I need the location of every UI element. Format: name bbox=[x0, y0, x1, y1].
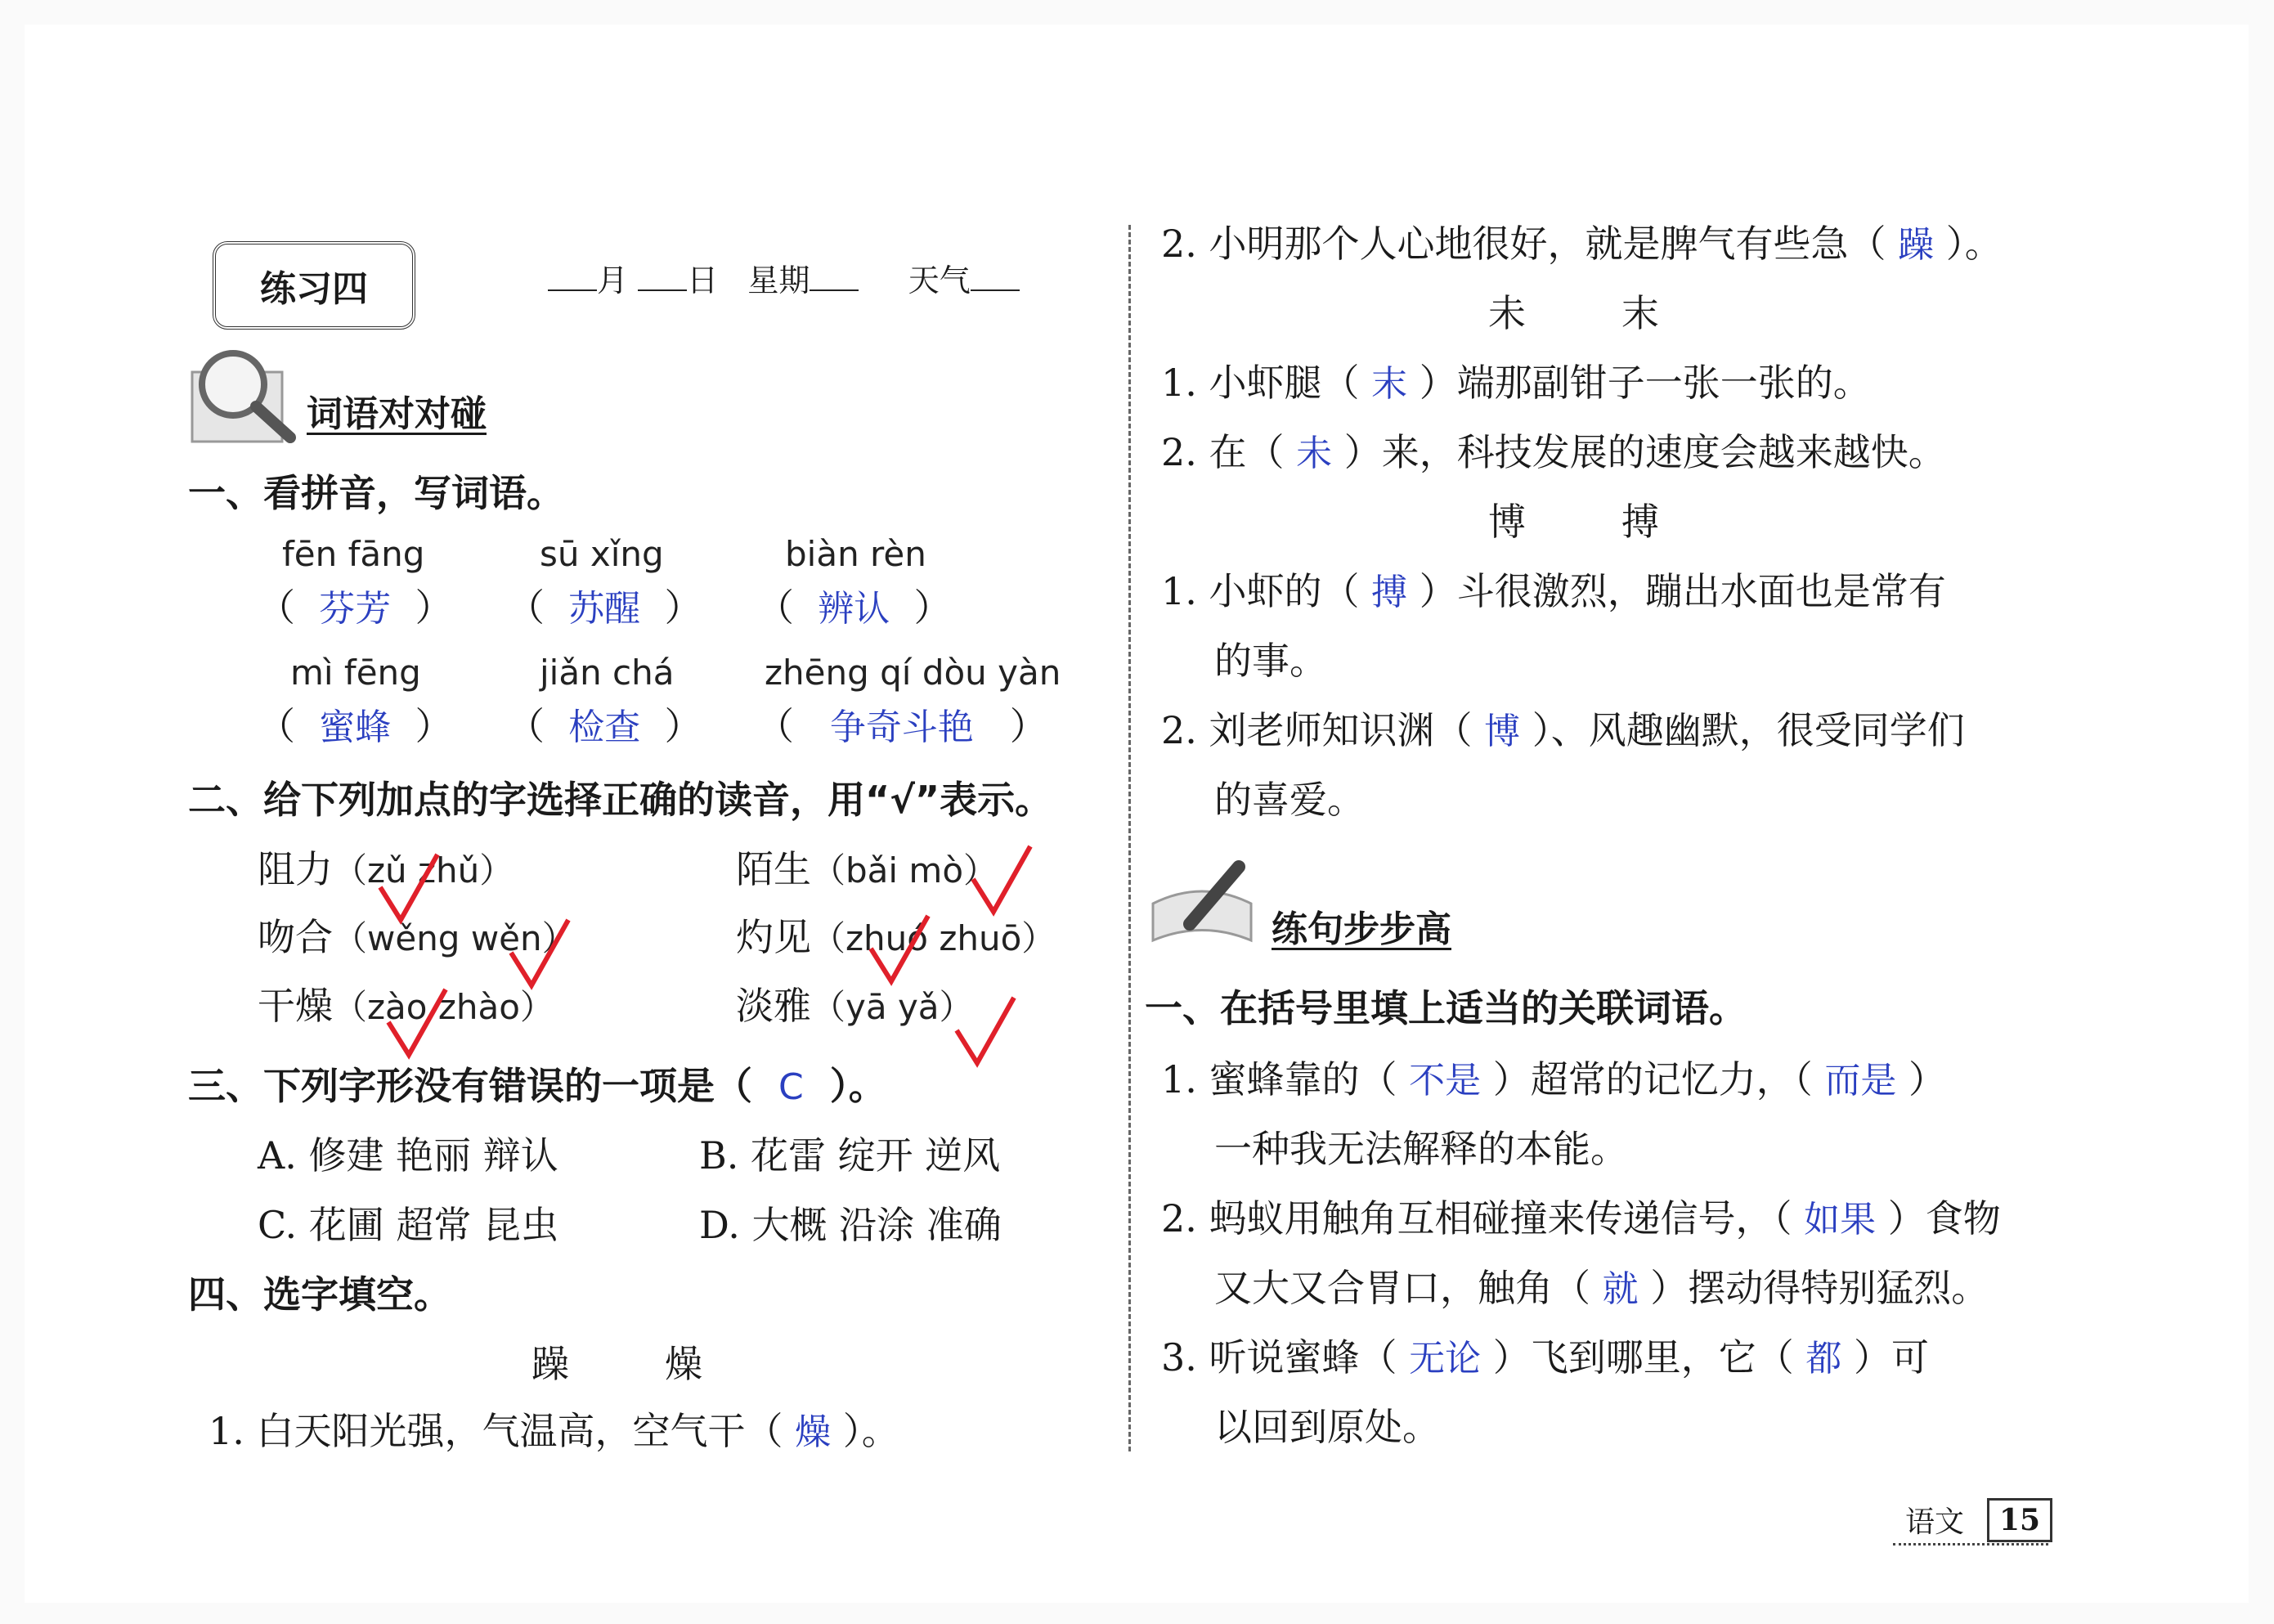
char-choices: 未 末 bbox=[1488, 291, 1659, 335]
answer-paren: （ 蜜蜂 ） bbox=[258, 704, 453, 748]
option-c: C. 花圃 超常 昆虫 bbox=[258, 1203, 559, 1247]
reading-item bbox=[736, 983, 974, 1030]
pinyin: jiǎn chá bbox=[540, 653, 675, 693]
exercise-title: 练习四 bbox=[260, 268, 368, 310]
fill-sentence bbox=[1161, 429, 1946, 477]
reading-item bbox=[736, 846, 998, 894]
check-mark-icon bbox=[969, 842, 1034, 920]
day-label: 日 bbox=[687, 262, 719, 298]
r1-title: 一、在括号里填上适当的关联词语。 bbox=[1145, 986, 1747, 1030]
reading-options: （zhuó zhuō） bbox=[811, 918, 1056, 958]
sentence-text: ）来，科技发展的速度会越来越快。 bbox=[1343, 430, 1946, 474]
magnifier-icon bbox=[184, 339, 307, 454]
option-a: A. 修建 艳丽 辩认 bbox=[258, 1133, 558, 1178]
sentence-text: 3. 听说蜜蜂（ bbox=[1161, 1335, 1397, 1380]
answer-text: 未 bbox=[1296, 433, 1333, 474]
char-choices: 博 搏 bbox=[1488, 500, 1659, 544]
check-mark-icon bbox=[867, 912, 932, 989]
answer-text: 博 bbox=[1484, 711, 1521, 752]
answer-paren: （ 芬芳 ） bbox=[258, 585, 453, 630]
pinyin: mì fēng bbox=[290, 653, 421, 693]
pinyin: zhēng qí dòu yàn bbox=[765, 653, 1061, 693]
reading-options: （bǎi mò） bbox=[811, 850, 998, 891]
sentence-text: 2. 小明那个人心地很好，就是脾气有些急（ bbox=[1161, 222, 1886, 266]
check-mark-icon bbox=[507, 916, 572, 994]
check-mark-icon bbox=[376, 850, 442, 928]
answer-text: 无论 bbox=[1409, 1338, 1482, 1380]
word: 干燥 bbox=[258, 984, 333, 1028]
answer-text: 末 bbox=[1371, 363, 1408, 405]
page-number: 15 bbox=[1987, 1498, 2052, 1542]
sentence-text: 2. 刘老师知识渊（ bbox=[1161, 708, 1473, 752]
sentence-text: 2. 在（ bbox=[1161, 430, 1285, 474]
fill-sentence bbox=[1161, 707, 1965, 755]
reading-options: （yā yǎ） bbox=[811, 987, 974, 1027]
sentence-text: 1. 小虾腿（ bbox=[1161, 361, 1360, 405]
sentence-text: ）、风趣幽默，很受同学们 bbox=[1532, 708, 1965, 752]
answer-text: 都 bbox=[1805, 1338, 1842, 1380]
answer-text: 蜜蜂 bbox=[319, 707, 392, 748]
fill-sentence bbox=[1161, 360, 1871, 407]
answer-text: 不是 bbox=[1409, 1060, 1482, 1101]
sentence-text: ） bbox=[1908, 1057, 1947, 1101]
word: 淡雅 bbox=[736, 984, 811, 1028]
fill-sentence bbox=[1161, 1335, 1929, 1382]
fill-sentence bbox=[1161, 568, 1946, 616]
reading-options: （zào zhào） bbox=[333, 987, 554, 1027]
q3-title bbox=[188, 1063, 886, 1110]
fill-sentence bbox=[1161, 221, 2003, 268]
answer-paren: （ 苏醒 ） bbox=[507, 585, 702, 630]
answer-text: 搏 bbox=[1371, 572, 1408, 613]
q3-title-text: 三、下列字形没有错误的一项是（ bbox=[188, 1064, 752, 1108]
column-divider bbox=[1128, 225, 1131, 1451]
answer-text: 辨认 bbox=[818, 588, 890, 630]
answer-paren: （ 检查 ） bbox=[507, 704, 702, 748]
sentence-text: ）端那副钳子一张一张的。 bbox=[1419, 361, 1871, 405]
answer-text: 争奇斗艳 bbox=[829, 707, 974, 748]
check-mark-icon bbox=[953, 994, 1018, 1071]
sentence-text: ）飞到哪里，它（ bbox=[1492, 1335, 1794, 1380]
date-weather-line bbox=[548, 258, 1020, 303]
q3-title-end: ）。 bbox=[829, 1064, 886, 1108]
answer-text: 燥 bbox=[795, 1411, 832, 1453]
sentence-continuation bbox=[1214, 1265, 1989, 1312]
answer-text: 而是 bbox=[1824, 1060, 1897, 1101]
section-title-vocab: 词语对对碰 bbox=[307, 393, 487, 435]
answer-text: C bbox=[778, 1066, 804, 1108]
sentence-text: ）可 bbox=[1854, 1335, 1930, 1380]
sentence-continuation: 的喜爱。 bbox=[1214, 778, 1365, 822]
sentence-text: ）。 bbox=[1945, 222, 2003, 266]
fill-sentence bbox=[209, 1408, 899, 1456]
weather-label: 天气 bbox=[908, 262, 971, 298]
fill-sentence bbox=[1161, 1196, 2001, 1243]
answer-text: 芬芳 bbox=[319, 588, 392, 630]
weekday-label: 星期 bbox=[747, 262, 810, 298]
exercise-title-badge bbox=[213, 241, 415, 330]
sentence-text: 1. 小虾的（ bbox=[1161, 569, 1360, 613]
sentence-text: 1. 蜜蜂靠的（ bbox=[1161, 1057, 1397, 1101]
answer-text: 检查 bbox=[568, 707, 641, 748]
pinyin: fēn fāng bbox=[282, 534, 425, 574]
sentence-text: 2. 蚂蚁用触角互相碰撞来传递信号，（ bbox=[1161, 1196, 1792, 1240]
q1-title: 一、看拼音，写词语。 bbox=[188, 471, 564, 515]
answer-text: 如果 bbox=[1804, 1199, 1877, 1240]
q4-title: 四、选字填空。 bbox=[188, 1272, 451, 1317]
pencil-icon bbox=[1145, 855, 1267, 953]
sentence-continuation: 一种我无法解释的本能。 bbox=[1214, 1127, 1628, 1171]
char-choices: 躁 燥 bbox=[531, 1342, 702, 1386]
sentence-text: ）食物 bbox=[1887, 1196, 2001, 1240]
word: 阻力 bbox=[258, 847, 333, 891]
sentence-continuation: 以回到原处。 bbox=[1214, 1405, 1440, 1449]
check-mark-icon bbox=[384, 985, 450, 1063]
workbook-page bbox=[25, 25, 2249, 1603]
pinyin: sū xǐng bbox=[540, 534, 664, 574]
section-title-sentences: 练句步步高 bbox=[1272, 908, 1451, 950]
q2-title: 二、给下列加点的字选择正确的读音，用“√”表示。 bbox=[188, 778, 1053, 822]
option-d: D. 大概 沿涂 准确 bbox=[699, 1203, 1002, 1247]
footer-dotted-rule bbox=[1893, 1543, 2048, 1545]
answer-text: 躁 bbox=[1898, 224, 1935, 266]
reading-options: （wěng wěn） bbox=[333, 918, 576, 958]
sentence-text: ）超常的记忆力，（ bbox=[1492, 1057, 1813, 1101]
reading-options: （zǔ zhǔ） bbox=[333, 850, 514, 891]
subject-label: 语文 bbox=[1905, 1505, 1965, 1539]
sentence-text: 1. 白天阳光强，气温高，空气干（ bbox=[209, 1409, 783, 1453]
word: 吻合 bbox=[258, 915, 333, 959]
answer-paren: （ 辨认 ） bbox=[756, 585, 952, 630]
sentence-text: ）斗很激烈，蹦出水面也是常有 bbox=[1419, 569, 1946, 613]
sentence-text: ）。 bbox=[842, 1409, 899, 1453]
month-label: 月 bbox=[597, 262, 629, 298]
answer-text: 就 bbox=[1602, 1268, 1639, 1310]
option-b: B. 花雷 绽开 逆风 bbox=[699, 1133, 1001, 1178]
sentence-text: 又大又合胃口，触角（ bbox=[1214, 1266, 1590, 1310]
sentence-continuation: 的事。 bbox=[1214, 639, 1327, 683]
word: 陌生 bbox=[736, 847, 811, 891]
sentence-text: ）摆动得特别猛烈。 bbox=[1650, 1266, 1989, 1310]
fill-sentence bbox=[1161, 1056, 1946, 1104]
pinyin: biàn rèn bbox=[785, 534, 926, 574]
answer-paren: （ 争奇斗艳 ） bbox=[756, 704, 1047, 748]
answer-text: 苏醒 bbox=[568, 588, 641, 630]
word: 灼见 bbox=[736, 915, 811, 959]
